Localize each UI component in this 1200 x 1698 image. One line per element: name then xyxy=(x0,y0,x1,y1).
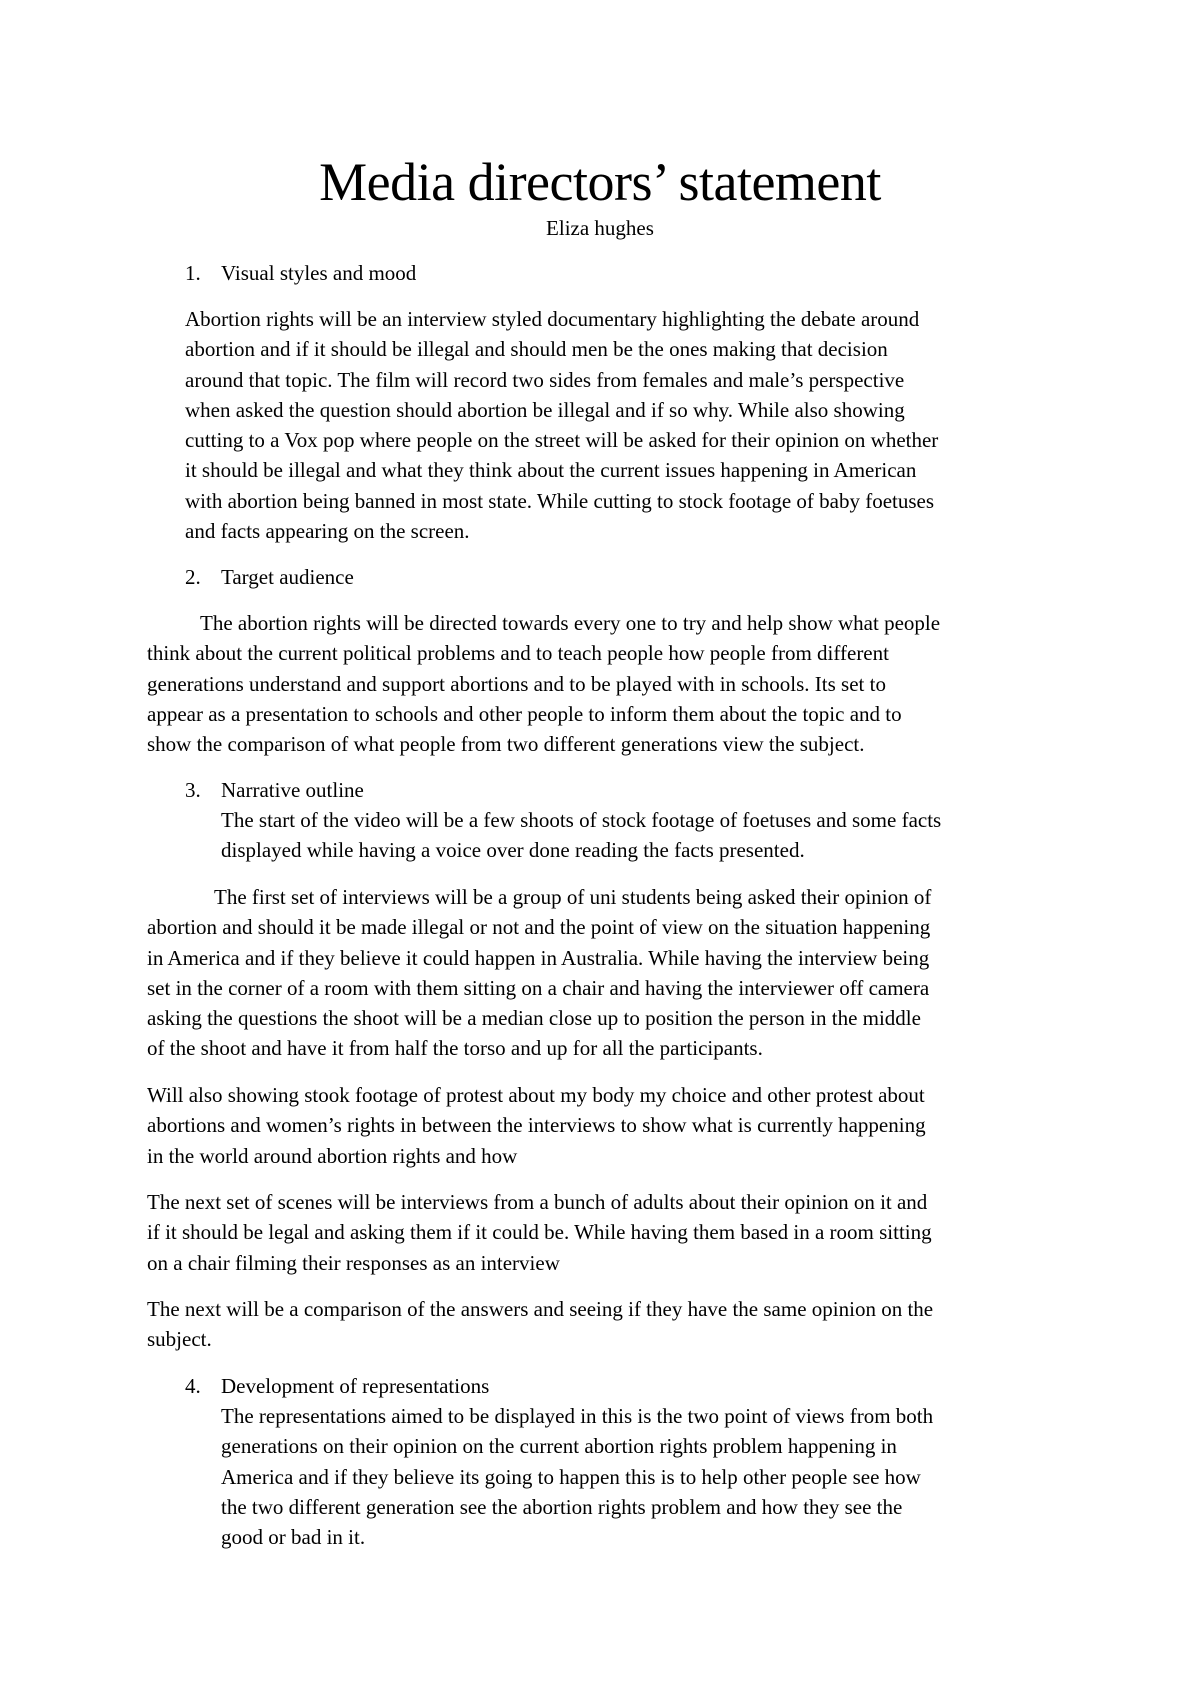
text-line: The next will be a comparison of the answers and seeing if they have the same opinion on the xyxy=(147,1297,934,1321)
text-line: The next set of scenes will be interviews from a bunch of adults about their opinion on it and xyxy=(147,1190,928,1214)
text-line: displayed while having a voice over done reading the facts presented. xyxy=(221,838,805,863)
text-line: and facts appearing on the screen. xyxy=(185,519,470,544)
text-line: generations on their opinion on the current abortion rights problem happening in xyxy=(221,1434,897,1459)
text-line: set in the corner of a room with them sitting on a chair and having the interviewer off camera xyxy=(147,975,930,1000)
text-line: generations understand and support abortions and to be played with in schools. Its set to xyxy=(147,671,886,696)
text-line: on a chair filming their responses as an interview xyxy=(147,1250,560,1275)
paragraph-representations xyxy=(221,1401,933,1552)
text-line: with abortion being banned in most state. While cutting to stock footage of baby foetuses xyxy=(185,488,935,513)
paragraph-adult-interviews xyxy=(147,1187,932,1278)
paragraph-target-audience xyxy=(147,608,940,759)
author-name: Eliza hughes xyxy=(546,216,654,240)
text-line: think about the current political problems and to teach people how people from different xyxy=(147,641,889,666)
text-line: subject. xyxy=(147,1327,212,1352)
text-line: when asked the question should abortion be illegal and if so why. While also showing xyxy=(185,397,905,422)
text-line: in America and if they believe it could happen in Australia. While having the interview being xyxy=(147,945,930,970)
text-line: in the world around abortion rights and how xyxy=(147,1143,518,1168)
paragraph-narrative-intro xyxy=(221,805,941,866)
section-title: Narrative outline xyxy=(221,778,364,802)
text-line: abortion and should it be made illegal or not and the point of view on the situation happening xyxy=(147,915,931,940)
text-line: The first set of interviews will be a group of uni students being asked their opinion of xyxy=(214,885,932,909)
page-title: Media directors’ statement xyxy=(319,152,881,212)
text-line: asking the questions the shoot will be a median close up to position the person in the middle xyxy=(147,1006,921,1031)
text-line: it should be illegal and what they think about the current issues happening in American xyxy=(185,458,917,483)
section-number: 3. xyxy=(185,778,201,802)
text-line: The abortion rights will be directed towards every one to try and help show what people xyxy=(200,611,941,635)
text-line: the two different generation see the abortion rights problem and how they see the xyxy=(221,1494,903,1519)
paragraph-comparison xyxy=(147,1294,933,1355)
section-number: 4. xyxy=(185,1374,201,1398)
section-number: 2. xyxy=(185,565,201,589)
section-title: Development of representations xyxy=(221,1374,490,1398)
text-line: good or bad in it. xyxy=(221,1525,366,1550)
text-line: The representations aimed to be displayed in this is the two point of views from both xyxy=(221,1404,934,1428)
text-line: around that topic. The film will record two sides from females and male’s perspective xyxy=(185,367,905,392)
text-line: The start of the video will be a few shoots of stock footage of foetuses and some facts xyxy=(221,808,942,832)
section-title: Target audience xyxy=(221,565,354,589)
text-line: America and if they believe its going to happen this is to help other people see how xyxy=(221,1464,921,1489)
section-number: 1. xyxy=(185,261,201,285)
text-line: abortion and if it should be illegal and should men be the ones making that decision xyxy=(185,337,888,362)
text-line: Will also showing stook footage of protest about my body my choice and other protest about xyxy=(147,1083,925,1107)
paragraph-first-interviews xyxy=(147,882,931,1064)
text-line: show the comparison of what people from two different generations view the subject. xyxy=(147,732,865,757)
text-line: abortions and women’s rights in between the interviews to show what is currently happening xyxy=(147,1113,926,1138)
text-line: Abortion rights will be an interview styled documentary highlighting the debate around xyxy=(185,307,920,331)
text-line: appear as a presentation to schools and other people to inform them about the topic and to xyxy=(147,701,902,726)
paragraph-visual-styles xyxy=(185,304,938,546)
text-line: cutting to a Vox pop where people on the street will be asked for their opinion on whether xyxy=(185,428,939,453)
text-line: of the shoot and have it from half the torso and up for all the participants. xyxy=(147,1036,763,1061)
paragraph-stock-footage xyxy=(147,1080,926,1171)
section-title: Visual styles and mood xyxy=(221,261,417,285)
text-line: if it should be legal and asking them if it could be. While having them based in a room sitting xyxy=(147,1220,932,1245)
